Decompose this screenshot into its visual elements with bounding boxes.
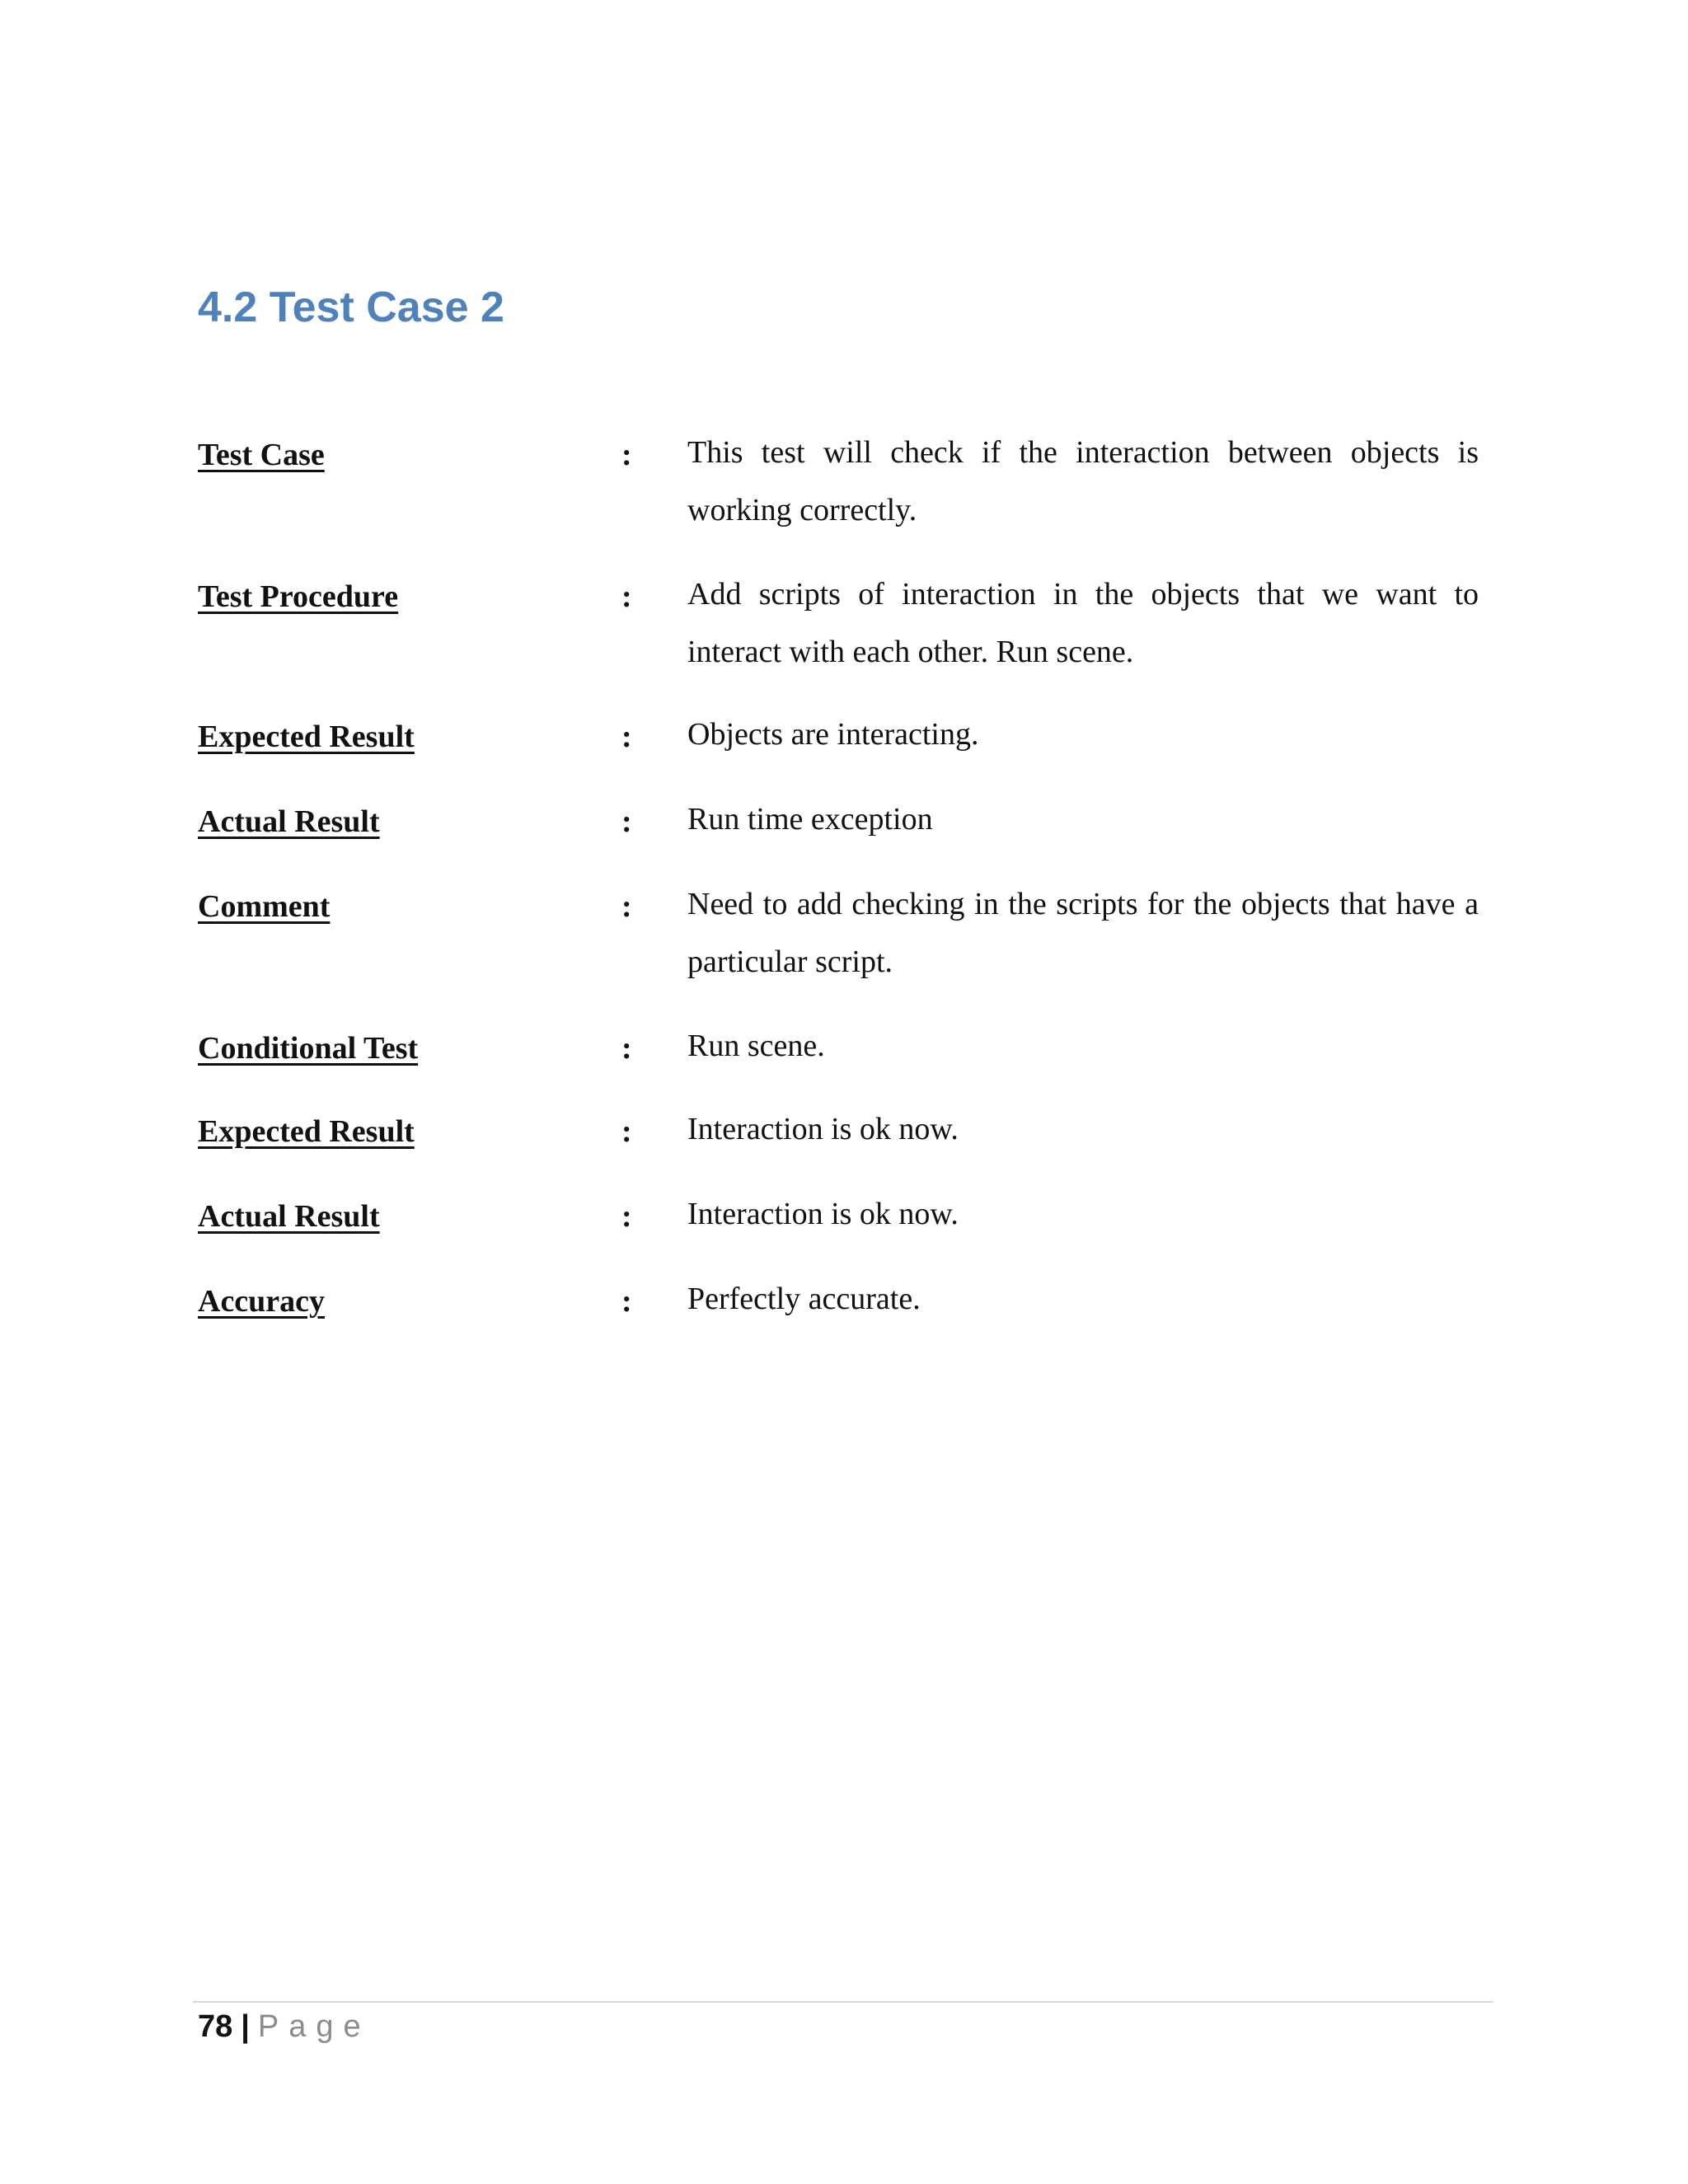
field-colon: : (621, 1199, 632, 1234)
page-footer (198, 2006, 371, 2047)
field-label: Test Case (198, 438, 325, 472)
footer-divider (193, 2001, 1493, 2003)
field-colon: : (621, 1114, 632, 1149)
section-heading: 4.2 Test Case 2 (198, 284, 504, 331)
field-label: Comment (198, 889, 331, 924)
field-value: This test will check if the interaction between objects is working correctly. (687, 435, 1479, 527)
page-word: Page (257, 2009, 371, 2044)
field-label: Expected Result (198, 1114, 415, 1149)
field-value: Run scene. (687, 1029, 825, 1063)
field-value: Interaction is ok now. (687, 1112, 959, 1146)
field-value: Objects are interacting. (687, 717, 979, 752)
field-label: Accuracy (198, 1284, 326, 1319)
field-colon: : (621, 889, 632, 924)
field-label: Actual Result (198, 1199, 380, 1234)
field-label: Conditional Test (198, 1031, 419, 1066)
field-value: Perfectly accurate. (687, 1282, 921, 1316)
field-colon: : (621, 579, 632, 614)
page-number: 78 (198, 2009, 233, 2044)
field-value: Add scripts of interaction in the objects that we want to interact with each other. Run scene. (687, 577, 1479, 669)
field-label: Expected Result (198, 719, 415, 754)
field-colon: : (621, 719, 632, 754)
field-label: Actual Result (198, 804, 380, 839)
field-value: Need to add checking in the scripts for the objects that have a particular script. (687, 887, 1479, 979)
page-separator: | (241, 2009, 250, 2044)
field-colon: : (621, 1284, 632, 1319)
field-label: Test Procedure (198, 579, 399, 614)
field-value: Run time exception (687, 802, 933, 837)
field-value: Interaction is ok now. (687, 1197, 959, 1231)
field-colon: : (621, 1031, 632, 1066)
field-colon: : (621, 804, 632, 839)
field-colon: : (621, 438, 632, 472)
